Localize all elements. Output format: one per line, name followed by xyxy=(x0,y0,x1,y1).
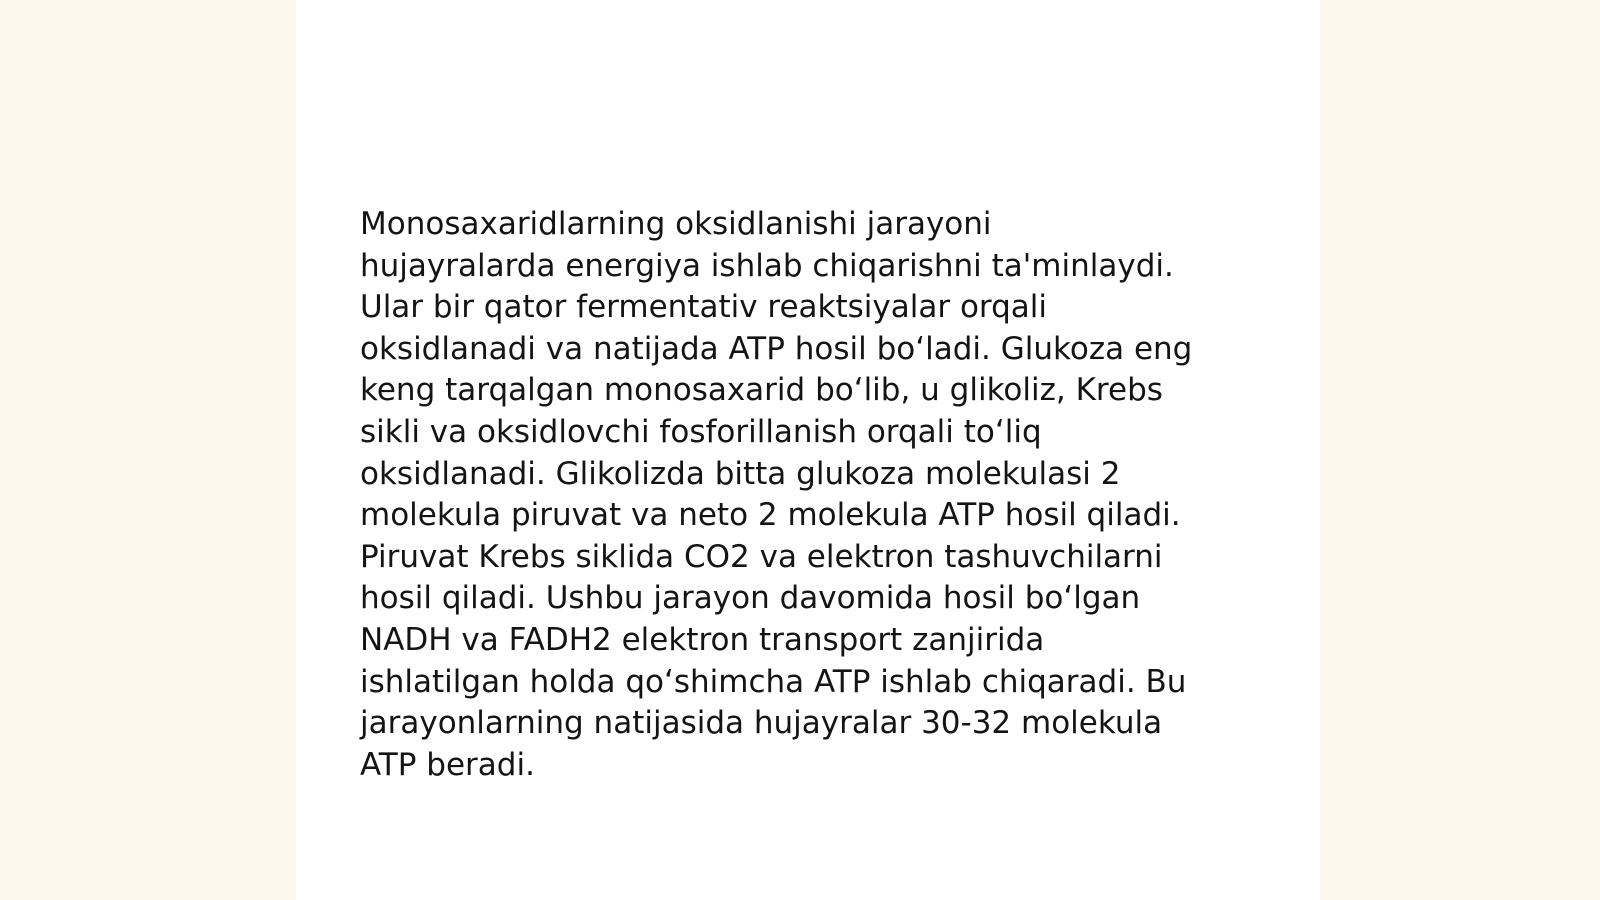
body-paragraph: Monosaxaridlarning oksidlanishi jarayoni hujayralarda energiya ishlab chiqarishni ta'minlaydi. Ular bir qator fermentativ reaktsiyalar orqali oksidlanadi va natijada ATP hosil boʻladi. Glukoza eng keng tarqalgan monosaxarid boʻlib, u glikoliz, Krebs sikli va oksidlovchi fosforillanish orqali toʻliq oksidlanadi. Glikolizda bitta glukoza molekulasi 2 molekula piruvat va neto 2 molekula ATP hosil qiladi. Piruvat Krebs siklida CO2 va elektron tashuvchilarni hosil qiladi. Ushbu jarayon davomida hosil boʻlgan NADH va FADH2 elektron transport zanjirida ishlatilgan holda qoʻshimcha ATP ishlab chiqaradi. Bu jarayonlarning natijasida hujayralar 30-32 molekula ATP beradi. xyxy=(360,206,1193,783)
slide-page xyxy=(296,0,1320,900)
